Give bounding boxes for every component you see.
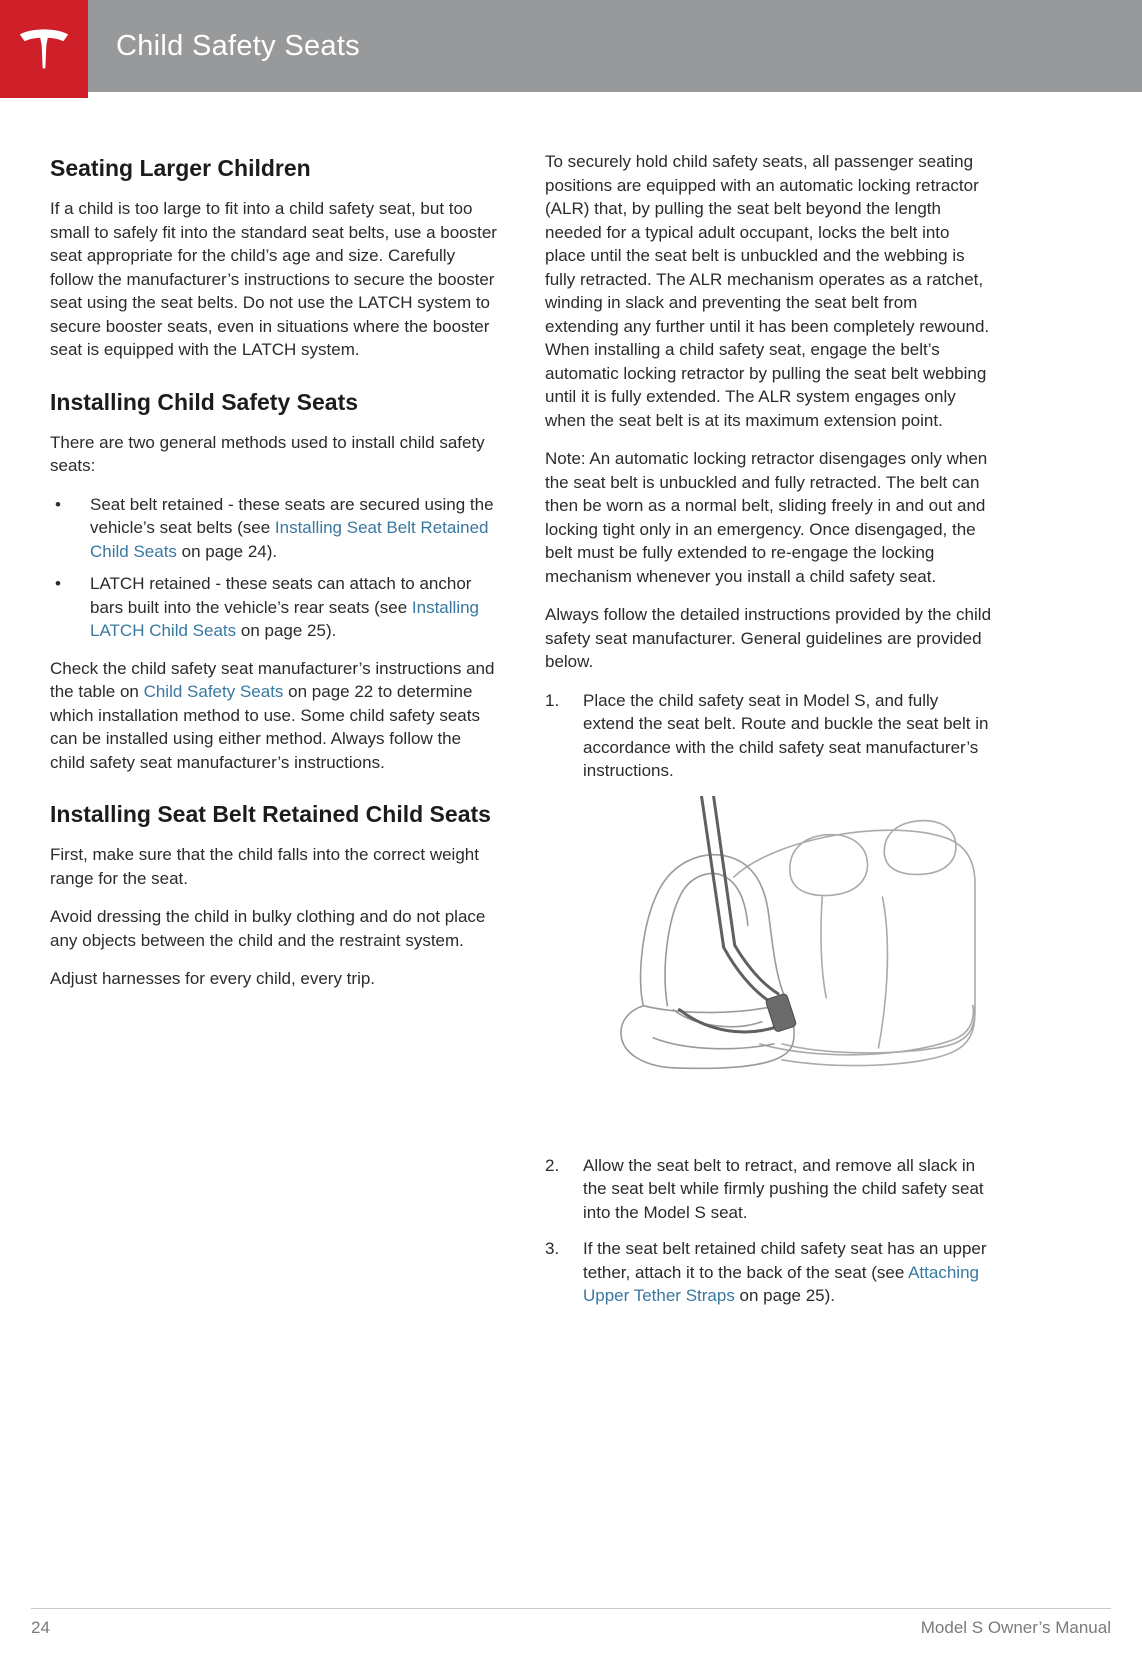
text-segment: Seat belt retained - these seats are secured using the vehicle’s seat belts (see: [90, 494, 494, 537]
link-installing-seat-belt-retained-child-seats[interactable]: Installing Seat Belt Retained Child Seats: [90, 518, 489, 561]
paragraph-alr-description: To securely hold child safety seats, all passenger seating positions are equipped with an automatic locking retractor (ALR) that, by pulling the seat belt beyond the length needed for a typical adult occupant, locks the belt into place until the seat belt is unbuckled and the webbing is fully retracted. The ALR mechanism operates as a ratchet, winding in slack and preventing the seat belt from extending any further until it has been completely rewound. When installing a child safety seat, engage the belt’s automatic locking retractor by pulling the seat belt webbing until it is fully extended. The ALR system engages only when the seat belt is at its maximum extension point.: [545, 152, 990, 430]
text-segment: on page 25).: [734, 1286, 836, 1305]
text-segment: Check the child safety seat manufacturer’s instructions and the table on: [50, 658, 495, 701]
paragraph-bulky-clothing: Avoid dressing the child in bulky clothing and do not place any objects between the child and the restraint system.: [50, 907, 486, 950]
step-number: 3.: [545, 1239, 560, 1258]
link-child-safety-seats-table[interactable]: Child Safety Seats: [143, 682, 284, 701]
child-seat-figure: [583, 796, 985, 1134]
step-text: Place the child safety seat in Model S, and fully extend the seat belt. Route and buckle the seat belt in accordance with the child safety seat manufacturer’s instructions.: [583, 690, 989, 780]
heading-installing-seat-belt-retained: Installing Seat Belt Retained Child Seats: [50, 801, 491, 827]
heading-seating-larger-children: Seating Larger Children: [50, 155, 311, 181]
header-bar: [88, 0, 1142, 92]
heading-installing-child-safety-seats: Installing Child Safety Seats: [50, 388, 359, 415]
content-columns: [0, 98, 1142, 1321]
left-column: [50, 150, 497, 1321]
step-number: 1.: [545, 690, 560, 710]
page-header: [0, 0, 1142, 98]
list-item-text: [90, 572, 497, 643]
link-installing-latch-child-seats[interactable]: Installing LATCH Child Seats: [90, 597, 480, 640]
step-text: Allow the seat belt to retract, and remove all slack in the seat belt while firmly pushing the child safety seat into the Model S seat.: [583, 1155, 984, 1222]
bullet-icon: •: [55, 574, 61, 593]
step-3: [545, 1237, 992, 1308]
step-number: 2.: [545, 1155, 560, 1175]
tesla-t-icon: [15, 20, 73, 78]
text-segment: If the seat belt retained child safety seat has an upper tether, attach it to the back of the seat (see: [583, 1239, 987, 1282]
link-attaching-upper-tether-straps[interactable]: Attaching Upper Tether Straps: [583, 1262, 979, 1305]
paragraph-weight-range: First, make sure that the child falls into the correct weight range for the seat.: [50, 845, 479, 888]
bullet-icon: •: [55, 494, 61, 514]
step-2: [545, 1154, 992, 1225]
paragraph-seating-larger-children: If a child is too large to fit into a child safety seat, but too small to safely fit into the standard seat belts, use a booster seat appropriate for the child’s age and size. Carefully follow the manufacturer’s instructions to secure the booster seat using the seat belts. Do not use the LATCH system to secure booster seats, even in situations where the booster seat is equipped with the LATCH system.: [50, 199, 497, 359]
paragraph-install-methods-intro: There are two general methods used to install child safety seats:: [50, 432, 485, 475]
paragraph-follow-instructions: Always follow the detailed instructions provided by the child safety seat manufacturer. General guidelines are provided below.: [545, 605, 992, 671]
page-number: 24: [31, 1618, 50, 1637]
list-item-seat-belt-retained: [50, 493, 497, 564]
text-segment: on page 25).: [236, 621, 337, 640]
tesla-logo: [0, 0, 88, 98]
paragraph-adjust-harnesses: Adjust harnesses for every child, every trip.: [50, 969, 376, 988]
paragraph-alr-note: Note: An automatic locking retractor disengages only when the seat belt is unbuckled and fully retracted. The belt can then be worn as a normal belt, sliding freely in and out and locking tight only in an emergency. Once disengaged, the belt must be fully extended to re-engage the locking mechanism whenever you install a child safety seat.: [545, 449, 988, 586]
list-item-latch-retained: [50, 572, 497, 643]
install-methods-list: [50, 493, 497, 643]
paragraph-check-instructions: [50, 657, 497, 775]
child-seat-illustration: [583, 796, 985, 1134]
text-segment: on page 24).: [176, 541, 278, 561]
installation-steps-list: [545, 689, 992, 783]
installation-steps-list-continued: [545, 1154, 992, 1308]
step-text: [583, 1237, 992, 1308]
list-item-text: [90, 493, 497, 564]
manual-title: Model S Owner’s Manual: [920, 1618, 1111, 1637]
text-segment: LATCH retained - these seats can attach to anchor bars built into the vehicle’s rear seats (see: [90, 574, 472, 617]
text-segment: on page 22 to determine which installation method to use. Some child safety seats can be installed using either method. Always follow the child safety seat manufacturer’s instructions.: [50, 682, 480, 772]
right-column: [545, 150, 992, 1321]
step-1: [545, 689, 992, 783]
page-footer: [31, 1608, 1111, 1638]
chapter-title: Child Safety Seats: [116, 29, 360, 62]
